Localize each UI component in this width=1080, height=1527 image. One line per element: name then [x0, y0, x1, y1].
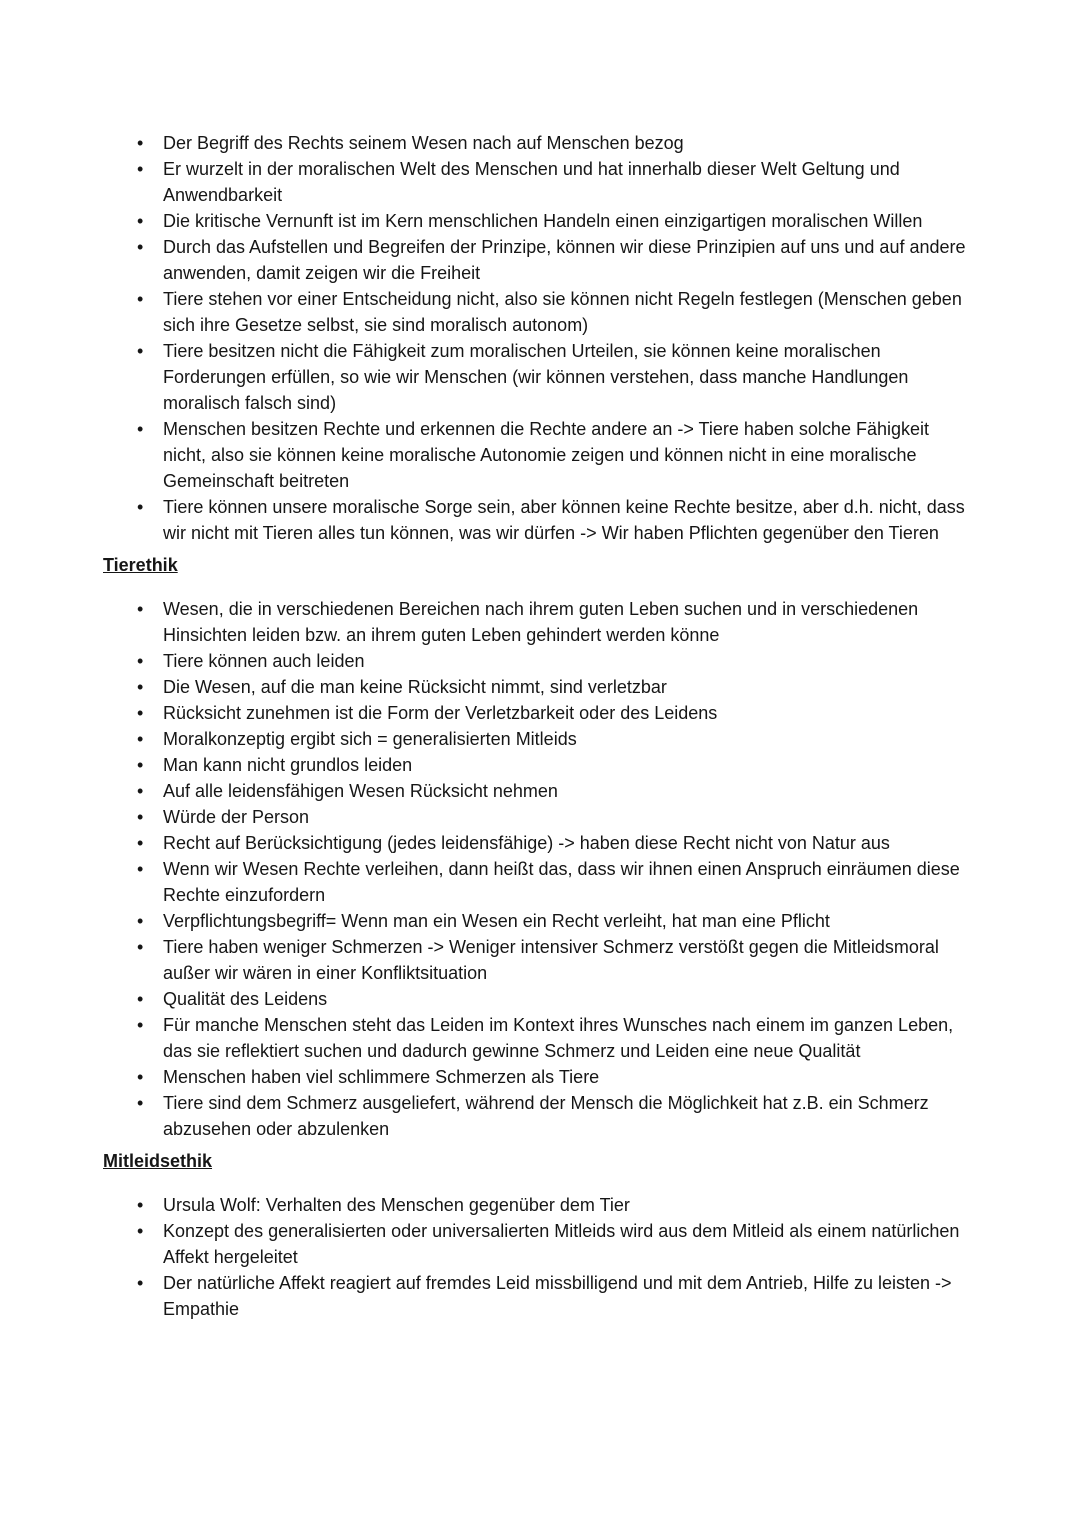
bullet-icon: •: [137, 133, 144, 153]
section-mitleidsethik: [103, 1148, 976, 1322]
list-item-text: Würde der Person: [163, 807, 310, 827]
bullet-icon: •: [137, 1067, 144, 1087]
bullet-list: [103, 1192, 976, 1322]
list-item-text: Der natürliche Affekt reagiert auf fremdes Leid missbilligend und mit dem Antrieb, Hilfe zu leisten -> Empathie: [163, 1273, 952, 1319]
list-item-text: Recht auf Berücksichtigung (jedes leidensfähige) -> haben diese Recht nicht von Natur aus: [163, 833, 890, 853]
list-item: [137, 416, 976, 494]
list-item-text: Qualität des Leidens: [163, 989, 328, 1009]
list-item-text: Tiere können unsere moralische Sorge sein, aber können keine Rechte besitze, aber d.h. nicht, dass wir nicht mit Tieren alles tun können, was wir dürfen -> Wir haben Pflichten gegenüber den Tieren: [163, 497, 965, 543]
list-item-text: Die kritische Vernunft ist im Kern menschlichen Handeln einen einzigartigen moralischen Willen: [163, 211, 923, 231]
list-item: [137, 156, 976, 208]
bullet-icon: •: [137, 1093, 144, 1113]
bullet-list: [103, 596, 976, 1142]
bullet-icon: •: [137, 807, 144, 827]
list-item-text: Tiere stehen vor einer Entscheidung nicht, also sie können nicht Regeln festlegen (Menschen geben sich ihre Gesetze selbst, sie sind moralisch autonom): [163, 289, 962, 335]
list-item-text: Tiere besitzen nicht die Fähigkeit zum moralischen Urteilen, sie können keine moralischen Forderungen erfüllen, so wie wir Menschen (wir können verstehen, dass manche Handlungen moralisch falsch sind): [163, 341, 909, 413]
list-item-text: Ursula Wolf: Verhalten des Menschen gegenüber dem Tier: [163, 1195, 630, 1215]
list-item-text: Menschen haben viel schlimmere Schmerzen als Tiere: [163, 1067, 600, 1087]
bullet-icon: •: [137, 729, 144, 749]
bullet-icon: •: [137, 341, 144, 361]
list-item: [137, 726, 976, 752]
bullet-icon: •: [137, 937, 144, 957]
list-item: [137, 934, 976, 986]
bullet-icon: •: [137, 911, 144, 931]
list-item-text: Moralkonzeptig ergibt sich = generalisierten Mitleids: [163, 729, 577, 749]
bullet-icon: •: [137, 781, 144, 801]
bullet-icon: •: [137, 755, 144, 775]
list-item: [137, 856, 976, 908]
section-tierethik: [103, 552, 976, 1142]
section-heading: Tierethik: [103, 555, 178, 575]
list-item: [137, 752, 976, 778]
list-item-text: Für manche Menschen steht das Leiden im Kontext ihres Wunsches nach einem im ganzen Leben, das sie reflektiert suchen und dadurch gewinne Schmerz und Leiden eine neue Qualität: [163, 1015, 954, 1061]
bullet-icon: •: [137, 237, 144, 257]
bullet-icon: •: [137, 599, 144, 619]
list-item-text: Der Begriff des Rechts seinem Wesen nach auf Menschen bezog: [163, 133, 684, 153]
list-item-text: Wesen, die in verschiedenen Bereichen nach ihrem guten Leben suchen und in verschiedenen Hinsichten leiden bzw. an ihrem guten Leben gehindert werden könne: [163, 599, 919, 645]
bullet-icon: •: [137, 497, 144, 517]
list-item: [137, 494, 976, 546]
bullet-icon: •: [137, 651, 144, 671]
list-item: [137, 1218, 976, 1270]
list-item: [137, 130, 976, 156]
bullet-icon: •: [137, 1195, 144, 1215]
bullet-icon: •: [137, 1221, 144, 1241]
list-item: [137, 1012, 976, 1064]
list-item-text: Tiere können auch leiden: [163, 651, 365, 671]
bullet-icon: •: [137, 677, 144, 697]
list-item: [137, 700, 976, 726]
list-item-text: Die Wesen, auf die man keine Rücksicht nimmt, sind verletzbar: [163, 677, 667, 697]
list-item: [137, 1090, 976, 1142]
bullet-icon: •: [137, 1015, 144, 1035]
bullet-icon: •: [137, 211, 144, 231]
bullet-icon: •: [137, 859, 144, 879]
list-item-text: Er wurzelt in der moralischen Welt des Menschen und hat innerhalb dieser Welt Geltung und Anwendbarkeit: [163, 159, 900, 205]
list-item: [137, 778, 976, 804]
list-item: [137, 674, 976, 700]
bullet-icon: •: [137, 703, 144, 723]
list-item-text: Tiere sind dem Schmerz ausgeliefert, während der Mensch die Möglichkeit hat z.B. ein Schmerz abzusehen oder abzulenken: [163, 1093, 929, 1139]
list-item: [137, 804, 976, 830]
section-heading: Mitleidsethik: [103, 1151, 213, 1171]
list-item: [137, 1270, 976, 1322]
list-item-text: Konzept des generalisierten oder universalierten Mitleids wird aus dem Mitleid als einem natürlichen Affekt hergeleitet: [163, 1221, 960, 1267]
bullet-icon: •: [137, 419, 144, 439]
bullet-icon: •: [137, 289, 144, 309]
list-item: [137, 234, 976, 286]
list-item-text: Rücksicht zunehmen ist die Form der Verletzbarkeit oder des Leidens: [163, 703, 718, 723]
list-item-text: Auf alle leidensfähigen Wesen Rücksicht nehmen: [163, 781, 558, 801]
list-item-text: Verpflichtungsbegriff= Wenn man ein Wesen ein Recht verleiht, hat man eine Pflicht: [163, 911, 830, 931]
bullet-icon: •: [137, 159, 144, 179]
bullet-icon: •: [137, 989, 144, 1009]
list-item-text: Wenn wir Wesen Rechte verleihen, dann heißt das, dass wir ihnen einen Anspruch einräumen diese Rechte einzufordern: [163, 859, 960, 905]
list-item-text: Tiere haben weniger Schmerzen -> Weniger intensiver Schmerz verstößt gegen die Mitleidsmoral außer wir wären in einer Konfliktsituation: [163, 937, 939, 983]
list-item: [137, 1064, 976, 1090]
list-item: [137, 648, 976, 674]
list-item-text: Man kann nicht grundlos leiden: [163, 755, 413, 775]
list-item: [137, 208, 976, 234]
list-item-text: Durch das Aufstellen und Begreifen der Prinzipe, können wir diese Prinzipien auf uns und auf andere anwenden, damit zeigen wir die Freiheit: [163, 237, 966, 283]
list-item: [137, 830, 976, 856]
list-item: [137, 1192, 976, 1218]
bullet-icon: •: [137, 1273, 144, 1293]
list-item: [137, 908, 976, 934]
list-item: [137, 338, 976, 416]
list-item-text: Menschen besitzen Rechte und erkennen die Rechte andere an -> Tiere haben solche Fähigkeit nicht, also sie können keine moralische Autonomie zeigen und können nicht in eine moralische Gemeinschaft beitreten: [163, 419, 929, 491]
section-intro: [103, 130, 976, 546]
list-item: [137, 286, 976, 338]
bullet-list: [103, 130, 976, 546]
list-item: [137, 596, 976, 648]
document-content: [103, 130, 976, 1322]
list-item: [137, 986, 976, 1012]
bullet-icon: •: [137, 833, 144, 853]
